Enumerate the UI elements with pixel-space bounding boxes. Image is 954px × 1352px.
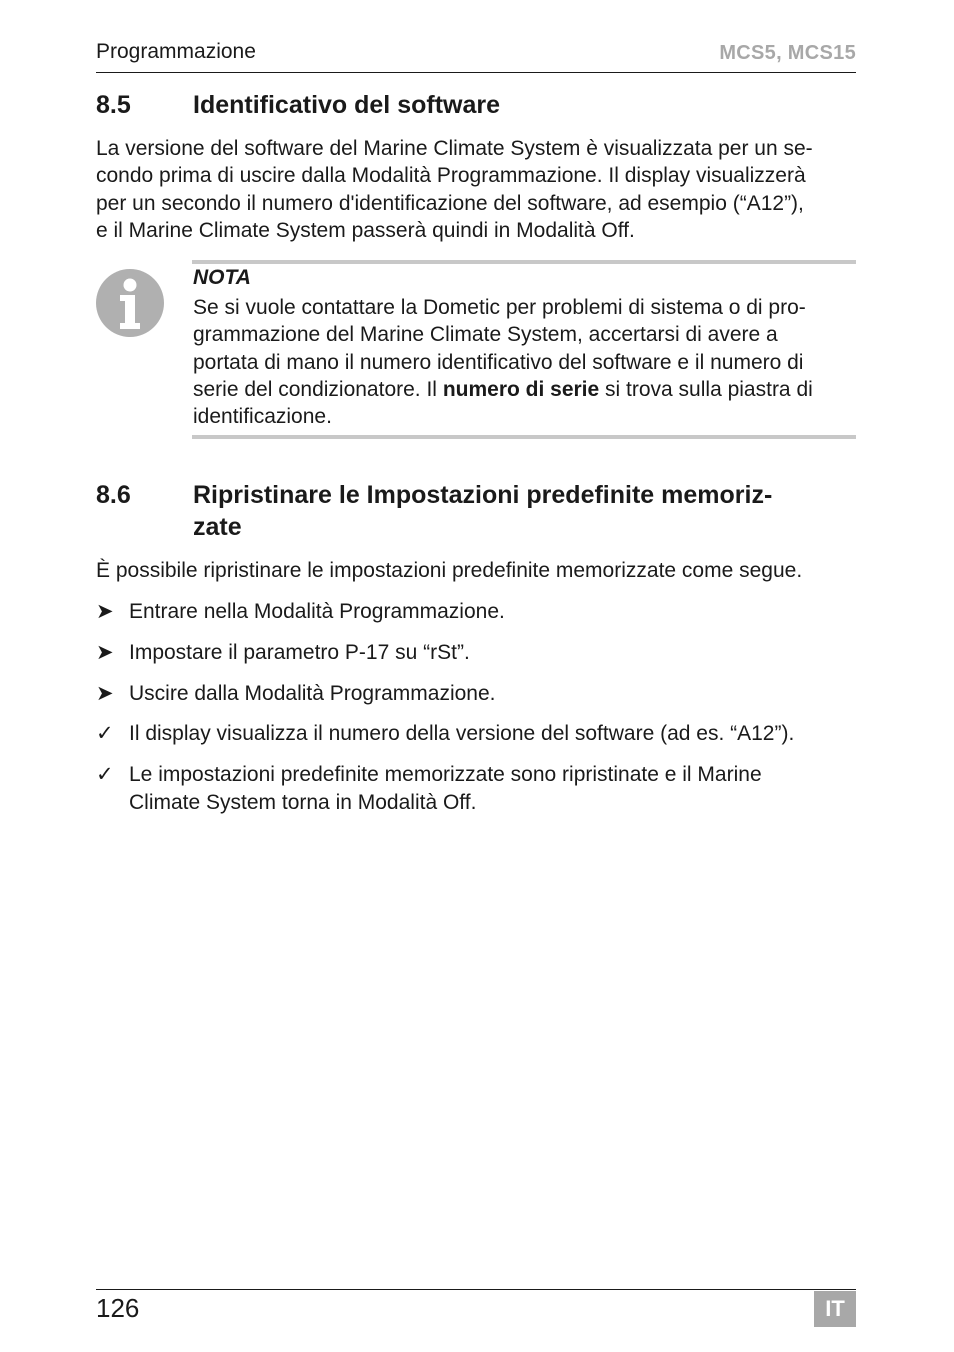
- footer-rule: [96, 1289, 856, 1290]
- note-text-bold: numero di serie: [442, 377, 600, 401]
- note-text-part: si trova sulla piastra di identificazione.: [193, 377, 813, 429]
- section-number: 8.5: [96, 91, 131, 119]
- note-bottom-rule: [192, 435, 856, 439]
- list-item-text: Il display visualizza il numero della versione del software (ad es. “A12”).: [129, 722, 795, 745]
- section-8-5-heading: [96, 89, 856, 123]
- header-section-title: Programmazione: [96, 40, 256, 63]
- arrow-icon: ➤: [96, 600, 114, 623]
- list-item-text: Le impostazioni predefinite memorizzate sono ripristinate e il Marine Climate System torna in Modalità Off.: [129, 763, 762, 814]
- list-item-text: Impostare il parametro P-17 su “rSt”.: [129, 641, 470, 664]
- note-title: NOTA: [193, 266, 251, 289]
- arrow-icon: ➤: [96, 641, 114, 664]
- note-top-rule: [192, 260, 856, 264]
- section-8-5-body: La versione del software del Marine Climate System è visualizzata per un se- condo prima di uscire dalla Modalità Programmazione. Il display visualizzerà per un secondo il numero d'identificazione del software, ad esempio (“A12”), e il Marine Climate System passerà quindi in Modalità Off.: [96, 137, 813, 242]
- list-item-text: Uscire dalla Modalità Programmazione.: [129, 682, 496, 705]
- info-icon: [96, 269, 164, 337]
- note-text: [193, 294, 857, 430]
- section-8-6-intro: È possibile ripristinare le impostazioni predefinite memorizzate come segue.: [96, 559, 803, 582]
- section-title: Ripristinare le Impostazioni predefinite memoriz- zate: [193, 481, 773, 541]
- section-8-6-heading: [96, 479, 856, 545]
- page-number: 126: [96, 1293, 140, 1323]
- list-item-text: Entrare nella Modalità Programmazione.: [129, 600, 505, 623]
- header-model: MCS5, MCS15: [719, 42, 856, 64]
- check-icon: ✓: [96, 722, 114, 745]
- list-item: [96, 761, 858, 817]
- arrow-icon: ➤: [96, 682, 114, 705]
- section-number: 8.6: [96, 481, 131, 509]
- note-text-part: Se si vuole contattare la Dometic per problemi di sistema o di pro- grammazione del Marine Climate System, accertarsi di avere a portata di mano il numero identificativo del software e il numero di serie del condizionatore. Il: [193, 296, 806, 401]
- language-badge: IT: [814, 1291, 856, 1327]
- check-icon: ✓: [96, 763, 114, 786]
- section-title: Identificativo del software: [193, 91, 501, 119]
- header-rule: [96, 72, 856, 73]
